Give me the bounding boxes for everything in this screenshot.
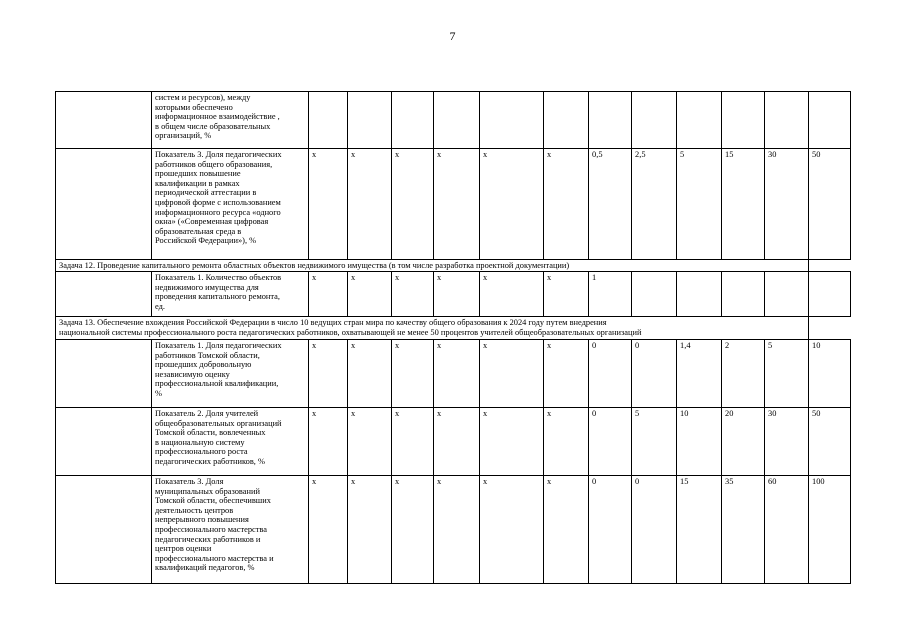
value-cell: 0 [589,476,632,584]
value-cell: 30 [765,149,809,260]
value-cell: х [544,340,589,408]
value-cell [722,92,765,149]
value-cell: 0 [632,476,677,584]
value-cell: х [309,149,348,260]
value-cell: х [480,476,544,584]
value-cell: 15 [722,149,765,260]
value-cell [722,272,765,317]
value-cell: 0 [589,408,632,476]
value-cell: х [309,408,348,476]
value-cell: 2 [722,340,765,408]
value-cell: х [480,272,544,317]
value-cell: х [434,149,480,260]
empty-cell [56,149,152,260]
value-cell: 10 [677,408,722,476]
task-heading: Задача 12. Проведение капитального ремонта областных объектов недвижимого имущества (в том числе разработка проектной документации) [56,260,809,272]
value-cell: х [309,476,348,584]
indicator-label: Показатель 3. Доля муниципальных образований Томской области, обеспечивших деятельность центров непрерывного повышения профессионального мастерства педагогических работников и центров оценки профессионального мастерства и квалификаций педагогов, % [152,476,309,584]
value-cell: 1,4 [677,340,722,408]
value-cell: х [348,272,392,317]
task-row [56,317,851,340]
value-cell: 50 [809,408,851,476]
value-cell: х [309,340,348,408]
indicator-label: Показатель 1. Доля педагогических работников Томской области, прошедших добровольную независимую оценку профессиональной квалификации, % [152,340,309,408]
table-row [56,340,851,408]
task-row [56,260,851,272]
value-cell: 0 [589,340,632,408]
table-row [56,408,851,476]
value-cell [677,272,722,317]
value-cell: 0 [632,340,677,408]
value-cell: 0,5 [589,149,632,260]
value-cell [765,92,809,149]
value-cell: х [434,272,480,317]
value-cell: х [434,476,480,584]
value-cell: 50 [809,149,851,260]
value-cell [434,92,480,149]
value-cell: х [348,149,392,260]
value-cell: х [544,272,589,317]
empty-cell [56,272,152,317]
value-cell: 5 [677,149,722,260]
task-heading: Задача 13. Обеспечение вхождения Российской Федерации в число 10 ведущих стран мира по качеству общего образования к 2024 году путем внедрения национальной системы профессионального роста педагогических работников, охватывающей не менее 50 процентов учителей общеобразовательных организаций [56,317,809,340]
value-cell [677,92,722,149]
value-cell [809,272,851,317]
table-row [56,272,851,317]
value-cell: 1 [589,272,632,317]
value-cell: х [348,408,392,476]
value-cell: х [434,408,480,476]
value-cell [480,92,544,149]
indicator-label: Показатель 3. Доля педагогических работников общего образования, прошедших повышение квалификации в рамках периодической аттестации в цифровой форме с использованием информационного ресурса «одного окна» («Современная цифровая образовательная среда в Российской Федерации»), % [152,149,309,260]
value-cell: 100 [809,476,851,584]
value-cell: 60 [765,476,809,584]
indicator-label: Показатель 2. Доля учителей общеобразовательных организаций Томской области, вовлеченных в национальную систему профессионального роста педагогических работников, % [152,408,309,476]
table-row [56,92,851,149]
value-cell [765,272,809,317]
empty-cell [56,408,152,476]
table-row [56,149,851,260]
value-cell: х [480,408,544,476]
value-cell: х [309,272,348,317]
value-cell: х [348,340,392,408]
value-cell [309,92,348,149]
value-cell [809,92,851,149]
value-cell: 2,5 [632,149,677,260]
value-cell: х [348,476,392,584]
table-row [56,476,851,584]
indicator-label: систем и ресурсов), между которыми обеспечено информационное взаимодействие , в общем числе образовательных организаций, % [152,92,309,149]
value-cell: х [392,476,434,584]
indicators-table [55,91,851,584]
value-cell [632,272,677,317]
value-cell: х [434,340,480,408]
value-cell [392,92,434,149]
value-cell: 20 [722,408,765,476]
value-cell: х [392,149,434,260]
value-cell: х [392,272,434,317]
empty-cell [56,340,152,408]
value-cell [589,92,632,149]
value-cell [544,92,589,149]
value-cell: х [544,476,589,584]
value-cell: 15 [677,476,722,584]
page-number: 7 [449,29,456,43]
value-cell: х [544,408,589,476]
value-cell: х [544,149,589,260]
value-cell: х [392,340,434,408]
value-cell: х [480,340,544,408]
empty-cell [56,92,152,149]
value-cell: х [480,149,544,260]
value-cell: 5 [632,408,677,476]
value-cell: 5 [765,340,809,408]
value-cell: х [392,408,434,476]
value-cell [632,92,677,149]
value-cell: 10 [809,340,851,408]
value-cell: 35 [722,476,765,584]
indicator-label: Показатель 1. Количество объектов недвижимого имущества для проведения капитального ремонта, ед. [152,272,309,317]
empty-cell [56,476,152,584]
value-cell: 30 [765,408,809,476]
value-cell [348,92,392,149]
